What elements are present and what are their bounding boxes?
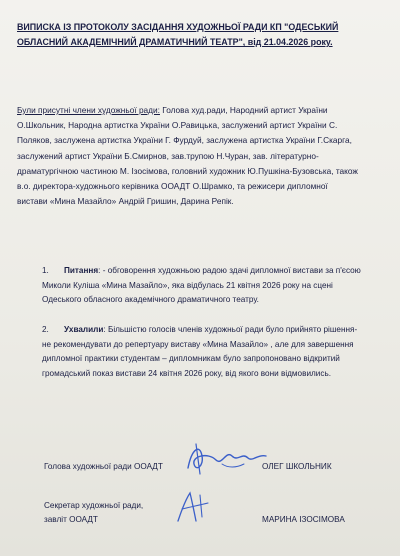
chair-handwritten-signature [182,438,272,478]
secretary-handwritten-signature [168,487,218,527]
secretary-label-line1: Секретар художньої ради, [44,501,144,510]
secretary-label-line2: завліт ООАДТ [44,515,98,524]
item-number: 2. [42,325,49,334]
agenda-item-question [42,264,362,308]
item-heading: Ухвалили [64,325,104,334]
chair-signature-label: Голова художньої ради ООАДТ [44,462,163,471]
item-number: 1. [42,266,49,275]
agenda-item-resolution [42,323,362,381]
item-text: : - обговорення художньою радою здачі дипломної вистави за п'єсою Миколи Куліша «Мина Мазайло», яка відбулась 21 квітня 2026 року на сцені Одеського обласного академічного драматичного театру. [42,266,361,305]
item-text: : Більшістю голосів членів художньої ради було прийнято рішення- не рекомендувати до репертуару виставу «Мина Мазайло» , але для завершення дипломної практики студентам – дипломникам було запропоновано відкритий громадський показ вистави 24 квітня 2026 року, від якого вони відмовились. [42,325,358,378]
attendees-paragraph [17,103,360,209]
attendees-list: Голова худ.ради, Народний артист України О.Школьник, Народна артистка України О.Равицька, заслужений артист України С. Поляков, заслужена артистка України Г. Фурдуй, заслужена артистка України Г.Скарга, заслужений артист України Б.Смирнов, зав.трупою Н.Чуран, зав. літературно-драматургічною частиною М. Ізосімова, головний художник Ю.Пушкіна-Бузовська, також в.о. директора-художнього керівника ООАДТ О.Шрамко, та режисери дипломної вистави «Мина Мазайло» Андрій Гришин, Дарина Репік. [17,105,358,207]
attendees-lead: Були присутні члени художньої ради: [17,105,160,115]
chair-name: ОЛЕГ ШКОЛЬНИК [262,462,332,471]
item-heading: Питання [64,266,99,275]
secretary-signature-label [44,499,143,527]
document-title: ВИПИСКА ІЗ ПРОТОКОЛУ ЗАСІДАННЯ ХУДОЖНЬОЇ РАДИ КП "ОДЕСЬКИЙ ОБЛАСНИЙ АКАДЕМІЧНИЙ ДРАМАТИЧНИЙ ТЕАТР", від 21.04.2026 року. [17,22,339,47]
secretary-name: МАРИНА ІЗОСІМОВА [262,515,345,524]
